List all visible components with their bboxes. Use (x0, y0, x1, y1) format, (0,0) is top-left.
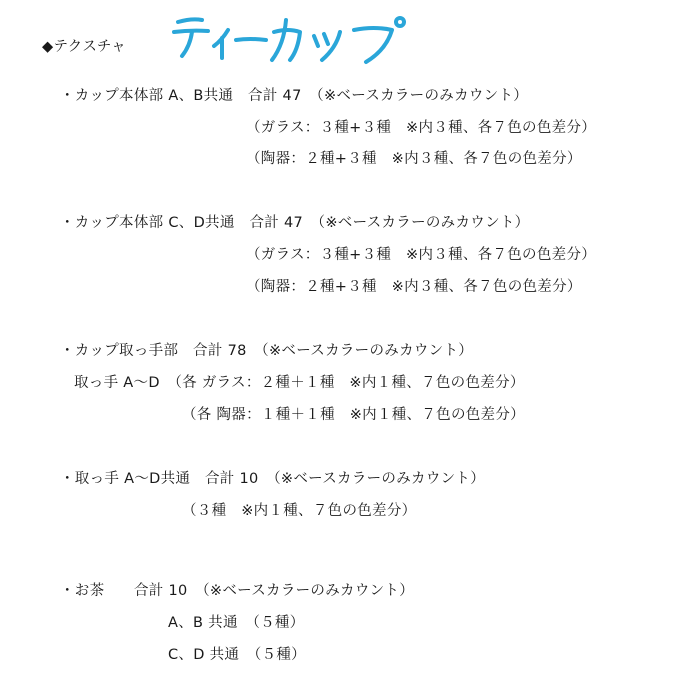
section-1-detail-1: （ガラス：３種+３種 ※内３種、各７色の色差分） (246, 120, 597, 136)
section-5-detail-1: A、B 共通 （５種） (168, 615, 305, 631)
section-4-title: ・取っ手 A～D共通 合計 10 （※ベースカラーのみカウント） (60, 471, 486, 487)
section-3-detail-2: （各 陶器：１種＋１種 ※内１種、７色の色差分） (182, 407, 525, 423)
section-2-detail-2: （陶器：２種+３種 ※内３種、各７色の色差分） (246, 279, 582, 295)
section-2-detail-1: （ガラス：３種+３種 ※内３種、各７色の色差分） (246, 247, 597, 263)
section-label: ◆テクスチャ (42, 39, 127, 55)
section-3-title: ・カップ取っ手部 合計 78 （※ベースカラーのみカウント） (60, 343, 474, 359)
section-1-detail-2: （陶器：２種+３種 ※内３種、各７色の色差分） (246, 151, 582, 167)
section-1-title: ・カップ本体部 A、B共通 合計 47 （※ベースカラーのみカウント） (60, 88, 529, 104)
section-5-detail-2: C、D 共通 （５種） (168, 647, 306, 663)
handwritten-title (170, 10, 410, 68)
section-2-title: ・カップ本体部 C、D共通 合計 47 （※ベースカラーのみカウント） (60, 215, 530, 231)
section-4-detail-1: （３種 ※内１種、７色の色差分） (182, 503, 417, 519)
section-5-title: ・お茶 合計 10 （※ベースカラーのみカウント） (60, 583, 415, 599)
section-3-detail-1: 取っ手 A～D （各 ガラス：２種＋１種 ※内１種、７色の色差分） (74, 375, 525, 391)
